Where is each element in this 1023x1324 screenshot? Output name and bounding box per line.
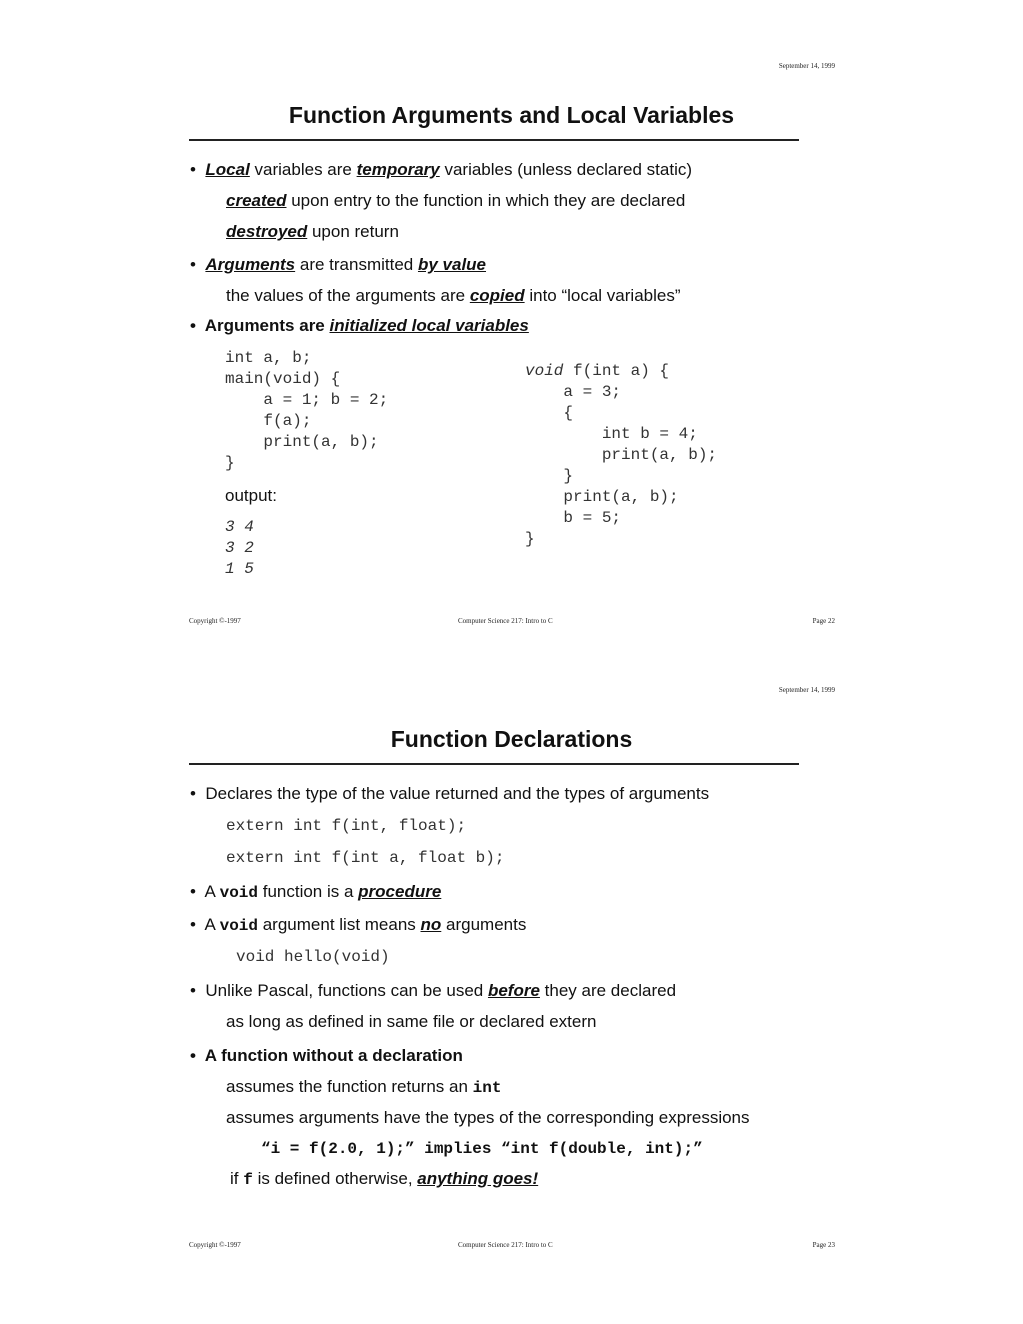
slide-title: Function Declarations (390, 726, 633, 752)
output-label: output: (225, 486, 277, 505)
line-text: if (230, 1169, 244, 1188)
bullet-local-variables (190, 160, 692, 180)
bullet-unlike-pascal (190, 981, 676, 1001)
bullet-text: are transmitted (295, 255, 418, 274)
code-line: } (525, 467, 574, 485)
bullet-text: argument list means (258, 915, 421, 934)
bullet-text: variables (unless declared static) (439, 160, 693, 179)
bullet-dot: • (190, 882, 196, 901)
bullet-text: arguments (441, 915, 527, 934)
output-line: 3 2 (225, 539, 254, 557)
bullet-declares (190, 784, 709, 804)
line-text: is defined otherwise, (252, 1169, 418, 1188)
bullet-dot: • (190, 255, 196, 274)
line-text: upon entry to the function in which they are declared (286, 191, 686, 210)
bullet-text: A function without a declaration (204, 1046, 463, 1065)
code-line: int a, b; (225, 349, 312, 367)
sub-line-destroyed (226, 222, 399, 242)
bullet-without-declaration (190, 1046, 463, 1066)
bullet-text: A (204, 915, 220, 934)
sub-line-returns-int (226, 1077, 501, 1097)
line-text: the values of the arguments are (226, 286, 470, 305)
code-line: f(a); (225, 412, 312, 430)
code-line: print(a, b); (525, 446, 718, 464)
emphasis-text: Arguments (205, 255, 296, 274)
bullet-void-procedure (190, 882, 441, 902)
code-line: a = 1; b = 2; (225, 391, 389, 409)
sub-line-created (226, 191, 685, 211)
bullet-dot: • (190, 1046, 196, 1065)
code-block-f (525, 361, 717, 550)
emphasis-text: by value (417, 255, 487, 274)
footer-page-number: Page 23 (812, 1241, 835, 1249)
bullet-dot: • (190, 160, 196, 179)
keyword-int: int (472, 1079, 502, 1097)
bullet-text: function is a (258, 882, 359, 901)
bullet-initialized (190, 316, 529, 336)
code-line: print(a, b); (525, 488, 679, 506)
keyword-void: void (525, 362, 564, 380)
bullet-void-args (190, 915, 526, 935)
bullet-text: Declares the type of the value returned and the types of arguments (205, 784, 710, 803)
code-extern-1: extern int f(int, float); (226, 817, 467, 835)
code-line: { (525, 404, 574, 422)
emphasis-text: anything goes! (417, 1169, 539, 1188)
code-line: } (525, 530, 535, 548)
emphasis-text: copied (469, 286, 525, 305)
code-extern-2: extern int f(int a, float b); (226, 849, 505, 867)
slide-date: September 14, 1999 (778, 62, 835, 70)
bullet-text: Arguments are (204, 316, 330, 335)
emphasis-text: procedure (358, 882, 442, 901)
code-text: f(int a) { (563, 362, 670, 380)
bullet-text: variables are (249, 160, 357, 179)
bullet-arguments (190, 255, 486, 275)
emphasis-text: before (487, 981, 540, 1000)
emphasis-text: temporary (356, 160, 440, 179)
output-block (225, 517, 254, 580)
code-line: b = 5; (525, 509, 622, 527)
bullet-dot: • (190, 915, 196, 934)
output-line: 1 5 (225, 560, 254, 578)
code-line: a = 3; (525, 383, 622, 401)
slide-title: Function Arguments and Local Variables (288, 102, 735, 128)
sub-line-arg-types: assumes arguments have the types of the corresponding expressions (226, 1108, 750, 1127)
code-block-main (225, 348, 388, 474)
keyword-f: f (243, 1171, 253, 1189)
footer-page-number: Page 22 (812, 617, 835, 625)
line-text: into “local variables” (524, 286, 681, 305)
bullet-dot: • (190, 981, 196, 1000)
bullet-text: Unlike Pascal, functions can be used (205, 981, 488, 1000)
line-text: upon return (307, 222, 399, 241)
emphasis-text: destroyed (226, 222, 308, 241)
keyword-void: void (219, 917, 258, 935)
keyword-void: void (219, 884, 258, 902)
emphasis-text: no (420, 915, 442, 934)
sub-line-anything-goes (230, 1169, 538, 1189)
footer-course: Computer Science 217: Intro to C (458, 1241, 553, 1249)
output-line: 3 4 (225, 518, 254, 536)
bullet-dot: • (190, 316, 196, 335)
title-rule (189, 763, 799, 765)
code-line: } (225, 454, 235, 472)
sub-line-as-long-as: as long as defined in same file or declared extern (226, 1012, 597, 1031)
bullet-text: A (204, 882, 220, 901)
emphasis-text: Local (205, 160, 250, 179)
sub-line-copied (226, 286, 681, 306)
footer-course: Computer Science 217: Intro to C (458, 617, 553, 625)
code-implies: “i = f(2.0, 1);” implies “int f(double, int);” (261, 1140, 703, 1158)
code-line: main(void) { (225, 370, 341, 388)
bullet-text: they are declared (539, 981, 677, 1000)
footer-copyright: Copyright ©-1997 (189, 617, 241, 625)
emphasis-text: initialized local variables (329, 316, 529, 335)
emphasis-text: created (226, 191, 287, 210)
code-hello: void hello(void) (236, 948, 390, 966)
footer-copyright: Copyright ©-1997 (189, 1241, 241, 1249)
code-line: int b = 4; (525, 425, 698, 443)
slide-date: September 14, 1999 (778, 686, 835, 694)
bullet-dot: • (190, 784, 196, 803)
code-line (525, 361, 717, 382)
code-line: print(a, b); (225, 433, 379, 451)
title-rule (189, 139, 799, 141)
line-text: assumes the function returns an (226, 1077, 473, 1096)
